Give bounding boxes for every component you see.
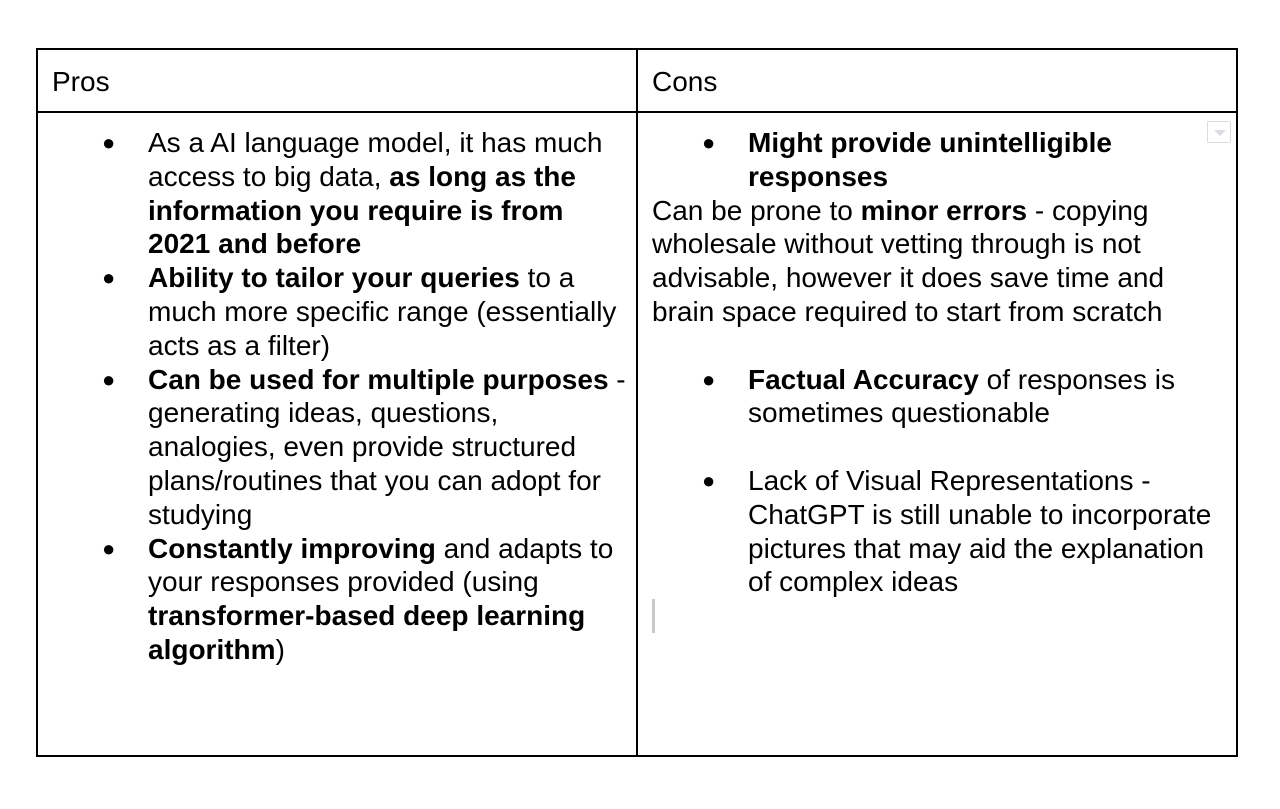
bold-text: transformer-based deep learning algorithm <box>148 600 586 665</box>
list-item-text <box>148 533 613 665</box>
pros-cons-table <box>36 48 1238 757</box>
list-item-text <box>748 127 1112 192</box>
bullet-icon: ● <box>102 265 116 291</box>
list-item <box>652 126 1228 194</box>
bullet-icon: ● <box>702 366 716 392</box>
text: As a AI language model, it has much access to big data, <box>148 127 603 192</box>
list-item-text <box>748 465 1211 597</box>
bullet-icon: ● <box>102 535 116 561</box>
body-row <box>37 112 1237 756</box>
list-item <box>652 464 1228 599</box>
list-item-text <box>148 364 626 530</box>
bullet-icon: ● <box>702 130 716 155</box>
pros-header-label: Pros <box>52 66 110 97</box>
bold-text: Ability to tailor your queries <box>148 262 520 294</box>
list-item <box>52 363 628 532</box>
blank-line <box>652 329 1228 363</box>
cons-header-cell[interactable] <box>637 49 1237 112</box>
list-item-text <box>148 262 616 361</box>
blank-line <box>652 430 1228 464</box>
cons-header-label: Cons <box>652 66 718 97</box>
bold-text: minor errors <box>860 194 1028 226</box>
text: Can be prone to <box>652 194 861 226</box>
bold-text: as long as the information you require is from 2021 and before <box>148 160 576 260</box>
bold-text: Factual Accuracy <box>748 363 979 395</box>
bold-text: Might provide unintelligible responses <box>748 127 1112 192</box>
pros-header-cell[interactable] <box>37 49 637 112</box>
bold-text: Constantly improving <box>148 532 436 564</box>
pros-list <box>52 126 628 667</box>
text: ) <box>275 633 285 665</box>
text: and adapts to your responses provided (using <box>148 532 614 598</box>
bullet-icon: ● <box>702 467 716 493</box>
header-row <box>37 49 1237 112</box>
list-item-text <box>148 127 603 259</box>
text: Lack of Visual Representations - ChatGPT is still unable to incorporate pictures that may aid the explanation of complex ideas <box>748 464 1212 598</box>
cons-body-cell[interactable] <box>637 112 1237 756</box>
bold-text: Can be used for multiple purposes <box>148 363 609 395</box>
list-item <box>52 261 628 362</box>
cons-paragraph <box>652 194 1228 329</box>
bullet-icon: ● <box>102 130 116 155</box>
text: - generating ideas, questions, analogies, even provide structured plans/routines that you can adopt for studying <box>148 363 626 530</box>
text: to a much more specific range (essentially acts as a filter) <box>148 262 617 361</box>
bullet-icon: ● <box>102 366 116 392</box>
list-item <box>52 126 628 261</box>
cons-first-list <box>652 126 1228 194</box>
cons-list <box>652 363 1228 600</box>
list-item <box>52 532 628 667</box>
pros-body-cell[interactable] <box>37 112 637 756</box>
list-item-text <box>748 364 1175 429</box>
text-cursor <box>652 599 655 633</box>
text: of responses is sometimes questionable <box>748 363 1175 429</box>
text: - copying wholesale without vetting through is not advisable, however it does save time and brain space required to start from scratch <box>652 194 1165 327</box>
list-item <box>652 363 1228 431</box>
